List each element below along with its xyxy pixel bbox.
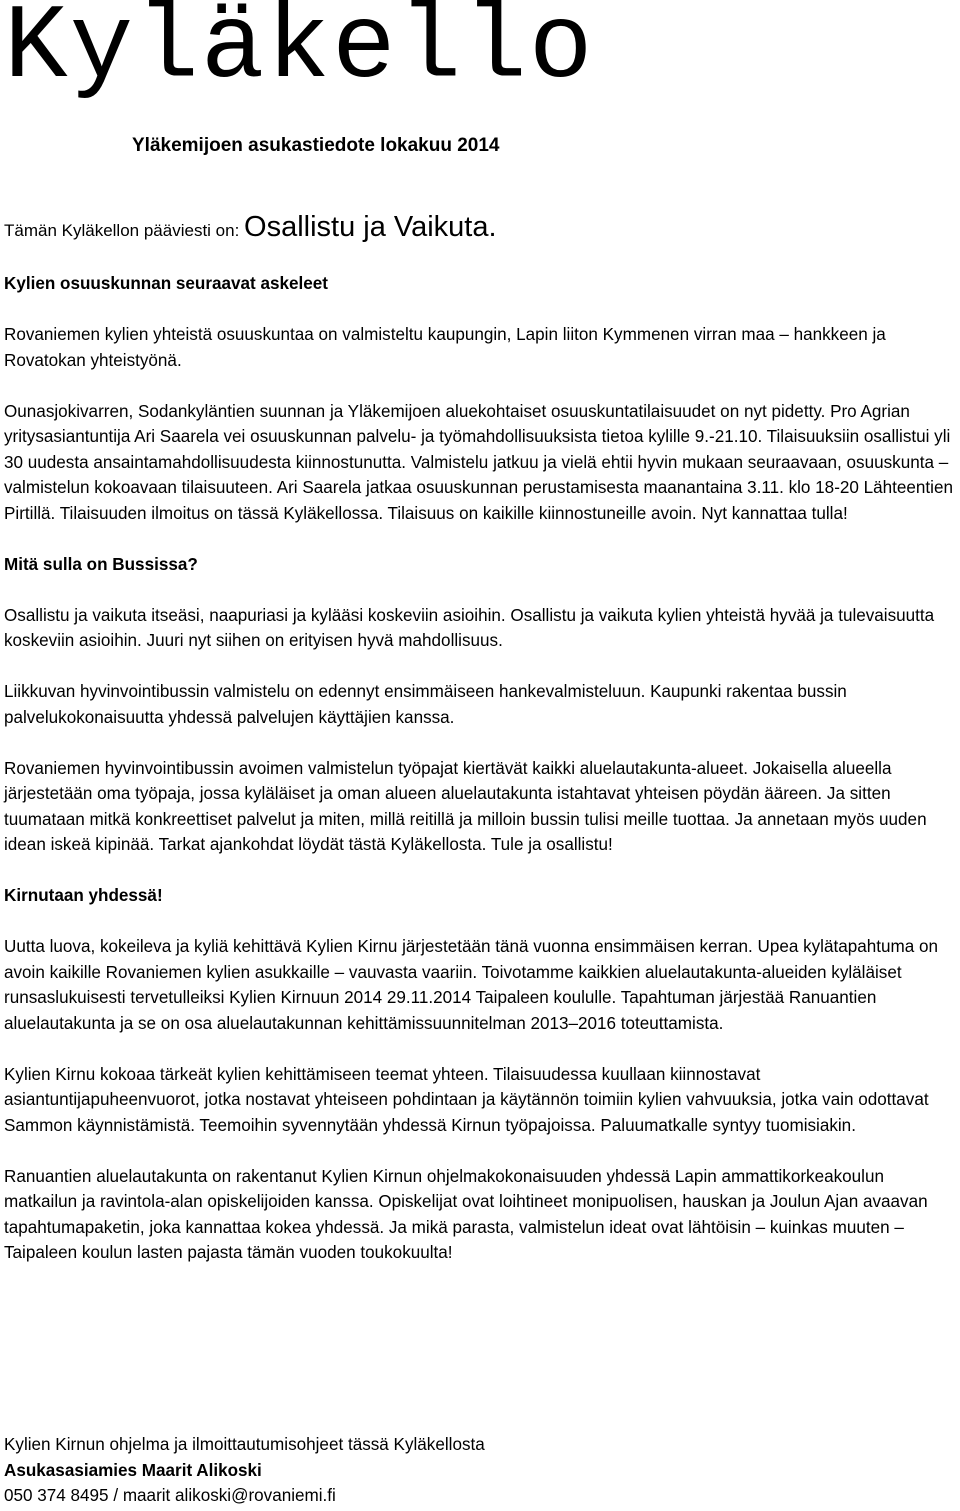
contact-name: Asukasasiamies Maarit Alikoski: [4, 1460, 262, 1480]
section-heading-osuuskunta: Kylien osuuskunnan seuraavat askeleet: [4, 274, 328, 293]
paragraph: Kylien Kirnu kokoaa tärkeät kylien kehittämiseen teemat yhteen. Tilaisuudessa kuullaan kiinnostavat asiantuntijapuheenvuorot, jotka nostavat yhteiseen pohdintaan ja käytännön toimiin kylien vahvuuksia, jotka vain odottavat Sammon käynnistämistä. Teemoihin syvennytään yhdessä Kirnun työpajoissa. Paluumatkalle syntyy tuomisiakin.: [4, 1064, 929, 1135]
main-message-text: Osallistu ja Vaikuta.: [244, 211, 497, 243]
section-heading-kirnu: Kirnutaan yhdessä!: [4, 886, 163, 905]
contact-details: 050 374 8495 / maarit alikoski@rovaniemi.fi: [4, 1486, 336, 1505]
newsletter-subtitle: Yläkemijoen asukastiedote lokakuu 2014: [132, 135, 500, 156]
paragraph: Rovaniemen hyvinvointibussin avoimen valmistelun työpajat kiertävät kaikki aluelautakunta-alueet. Jokaisella alueella järjestetään oma työpaja, jossa kyläläiset ja oman alueen aluelautakunta istahtavat yhteisen pöydän ääreen. Ja sitten tuumataan mitkä konkreettiset palvelut ja miten, millä reitillä ja milloin bussin tulisi meille tuottaa. Ja annetaan myös uuden idean iskeä kipinää. Tarkat ajankohdat löydät tästä Kyläkellosta. Tule ja osallistu!: [4, 758, 927, 854]
paragraph: Uutta luova, kokeileva ja kyliä kehittävä Kylien Kirnu järjestetään tänä vuonna ensimmäisen kerran. Upea kylätapahtuma on avoin kaikille Rovaniemen kylien asukkaille – vauvasta vaariin. Toivotamme kaikkien aluelautakunta-alueiden kyläläiset runsaslukuisesti tervetulleiksi Kylien Kirnuun 2014 29.11.2014 Taipaleen koululle. Tapahtuman järjestää Ranuantien aluelautakunta ja se on osa aluelautakunnan kehittämissuunnitelman 2013–2016 toteuttamista.: [4, 937, 939, 1033]
paragraph: Rovaniemen kylien yhteistä osuuskuntaa on valmisteltu kaupungin, Lapin liiton Kymmenen virran maa – hankkeen ja Rovatokan yhteistyönä.: [4, 325, 886, 370]
article-body: [4, 271, 956, 1291]
paragraph: Ranuantien aluelautakunta on rakentanut Kylien Kirnun ohjelmakokonaisuuden yhdessä Lapin ammattikorkeakoulun matkailun ja ravintola-alan opiskelijoiden kanssa. Opiskelijat ovat loihtineet monipuolisen, hauskan ja Joulun Ajan avaavan tapahtumapaketin, joka kannattaa kokea yhdessä. Ja mikä parasta, valmistelun ideat ovat lähtöisin – kuinkas muuten – Taipaleen koulun lasten pajasta tämän vuoden toukokuulta!: [4, 1166, 928, 1262]
paragraph: Liikkuvan hyvinvointibussin valmistelu on edennyt ensimmäiseen hankevalmisteluun. Kaupunki rakentaa bussin palvelukokonaisuutta yhdessä palvelujen käyttäjien kanssa.: [4, 682, 847, 727]
newsletter-title: Kyläkello: [4, 0, 595, 108]
main-message-prefix: Tämän Kyläkellon pääviesti on:: [4, 221, 245, 240]
main-message: [4, 207, 954, 251]
paragraph: Osallistu ja vaikuta itseäsi, naapuriasi ja kylääsi koskeviin asioihin. Osallistu ja vaikuta kylien yhteistä hyvää ja tulevaisuutta koskeviin asioihin. Juuri nyt siihen on erityisen hyvä mahdollisuus.: [4, 605, 935, 650]
section-heading-bussi: Mitä sulla on Bussissa?: [4, 554, 198, 574]
program-link-text: Kylien Kirnun ohjelma ja ilmoittautumisohjeet tässä Kyläkellosta: [4, 1435, 485, 1454]
paragraph: Ounasjokivarren, Sodankyläntien suunnan ja Yläkemijoen aluekohtaiset osuuskuntatilaisuudet on nyt pidetty. Pro Agrian yritysasiantuntija Ari Saarela vei osuuskunnan palvelu- ja työmahdollisuuksista tietoa kylille 9.-21.10. Tilaisuuksiin osallistui yli 30 uudesta ansaintamahdollisuudesta kiinnostunutta. Valmistelu jatkuu ja vielä ehtii hyvin mukaan seuraavaan, osuuskunta – valmistelun kokoavaan tilaisuuteen. Ari Saarela jatkaa osuuskunnan perustamisesta maanantaina 3.11. klo 18-20 Lähteentien Pirtillä. Tilaisuuden ilmoitus on tässä Kyläkellossa. Tilaisuus on kaikille kiinnostuneille avoin. Nyt kannattaa tulla!: [4, 401, 953, 523]
contact-block: [4, 1432, 956, 1509]
